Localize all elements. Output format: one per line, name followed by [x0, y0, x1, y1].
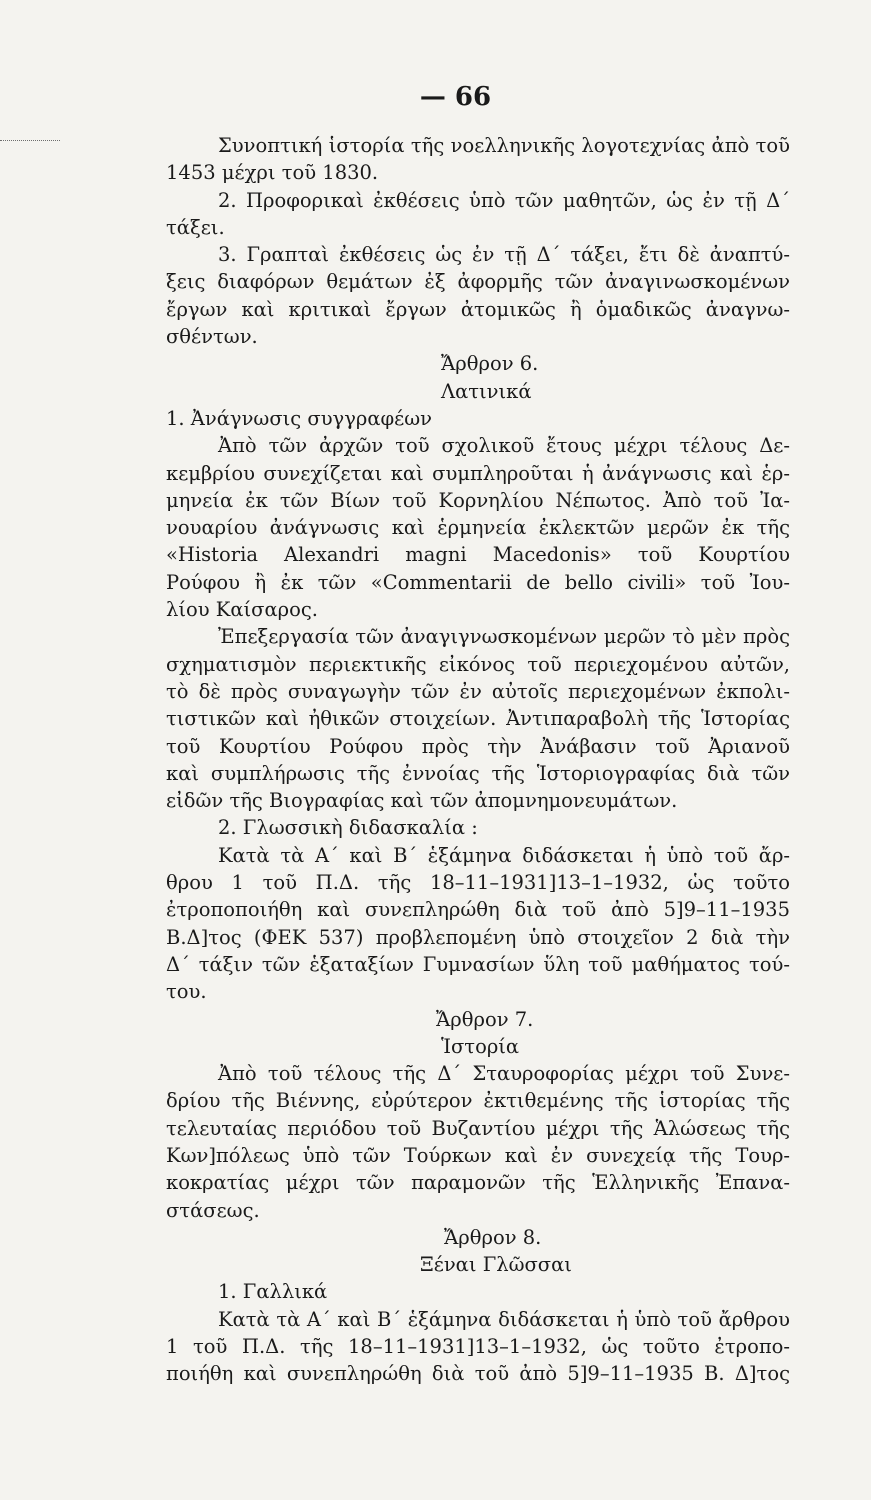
text-line: εἰδῶν τῆς Βιογραφίας καὶ τῶν ἀπομνημονευμάτων.: [166, 789, 678, 813]
text-line: Ἄρθρον 7.: [436, 1007, 534, 1031]
text-line: Ἐπεξεργασία τῶν ἀναγιγνωσκομένων μερῶν τὸ μὲν πρὸς: [218, 625, 790, 649]
page-number: — 66: [419, 82, 492, 112]
text-line: Ἀπὸ τῶν ἀρχῶν τοῦ σχολικοῦ ἔτους μέχρι τέλους Δε-: [218, 434, 790, 458]
text-line: 1. Γαλλικά: [218, 1280, 328, 1304]
text-line: 1. Ἀνάγνωσις συγγραφέων: [166, 406, 433, 430]
text-line: μηνεία ἐκ τῶν Βίων τοῦ Κορνηλίου Νέπωτος. Ἀπὸ τοῦ Ἰα-: [166, 488, 790, 512]
margin-mark: [0, 140, 60, 149]
text-line: κεμβρίου συνεχίζεται καὶ συμπληροῦται ἡ ἀνάγνωσις καὶ ἑρ-: [166, 461, 790, 485]
text-line: Ἄρθρον 6.: [441, 352, 539, 376]
text-line: Κων]πόλεως ὑπὸ τῶν Τούρκων καὶ ἐν συνεχείᾳ τῆς Τουρ-: [166, 1143, 790, 1167]
text-line: θρου 1 τοῦ Π.Δ. τῆς 18–11–1931]13–1–1932, ὡς τοῦτο: [166, 871, 790, 895]
text-line: στάσεως.: [166, 1198, 260, 1222]
text-line: «Historia Alexandri magni Macedonis» τοῦ Κουρτίου: [166, 543, 790, 567]
text-line: Δ΄ τάξιν τῶν ἑξαταξίων Γυμνασίων ὕλη τοῦ μαθήματος τού-: [166, 952, 790, 976]
text-line: ποιήθη καὶ συνεπληρώθη διὰ τοῦ ἀπὸ 5]9–11–1935 Β. Δ]τος: [166, 1362, 790, 1386]
text-line: Λατινικά: [441, 379, 532, 403]
body-text: [166, 132, 790, 1388]
text-line: 1453 μέχρι τοῦ 1830.: [166, 161, 379, 185]
text-line: Ἄρθρον 8.: [444, 1225, 542, 1249]
text-line: λίου Καίσαρος.: [166, 598, 318, 622]
text-line: ἐτροποποιήθη καὶ συνεπληρώθη διὰ τοῦ ἀπὸ 5]9–11–1935: [166, 898, 790, 922]
text-line: δρίου τῆς Βιέννης, εὐρύτερον ἐκτιθεμένης τῆς ἱστορίας τῆς: [166, 1089, 790, 1113]
text-line: Β.Δ]τος (ΦΕΚ 537) προβλεπομένη ὑπὸ στοιχεῖον 2 διὰ τὴν: [166, 925, 790, 949]
text-line: σθέντων.: [166, 325, 258, 349]
text-line: Κατὰ τὰ Α΄ καὶ Β΄ ἑξάμηνα διδάσκεται ἡ ὑπὸ τοῦ ἄρθρου: [218, 1307, 790, 1331]
text-line: 1 τοῦ Π.Δ. τῆς 18–11–1931]13–1–1932, ὡς τοῦτο ἐτροπο-: [166, 1335, 790, 1359]
text-line: καὶ συμπλήρωσις τῆς ἐννοίας τῆς Ἱστοριογραφίας διὰ τῶν: [166, 761, 790, 785]
text-line: τὸ δὲ πρὸς συναγωγὴν τῶν ἐν αὐτοῖς περιεχομένων ἐκπολι-: [166, 679, 790, 703]
text-line: τιστικῶν καὶ ἠθικῶν στοιχείων. Ἀντιπαραβολὴ τῆς Ἱστορίας: [166, 707, 790, 731]
text-line: Ρούφου ἢ ἐκ τῶν «Commentarii de bello civili» τοῦ Ἰου-: [166, 570, 790, 594]
text-line: 3. Γραπταὶ ἐκθέσεις ὡς ἐν τῇ Δ΄ τάξει, ἔτι δὲ ἀναπτύ-: [218, 243, 790, 267]
text-line: του.: [166, 980, 207, 1004]
text-line: ξεις διαφόρων θεμάτων ἐξ ἀφορμῆς τῶν ἀναγινωσκομένων: [166, 270, 790, 294]
text-line: τοῦ Κουρτίου Ρούφου πρὸς τὴν Ἀνάβασιν τοῦ Ἀριανοῦ: [166, 734, 790, 758]
text-line: 2. Γλωσσικὴ διδασκαλία :: [218, 816, 478, 840]
text-line: Ἱστορία: [441, 1034, 520, 1058]
text-line: Κατὰ τὰ Α΄ καὶ Β΄ ἑξάμηνα διδάσκεται ἡ ὑπὸ τοῦ ἄρ-: [218, 843, 790, 867]
text-line: Ξέναι Γλῶσσαι: [420, 1253, 572, 1277]
text-line: νουαρίου ἀνάγνωσις καὶ ἑρμηνεία ἐκλεκτῶν μερῶν ἐκ τῆς: [166, 516, 790, 540]
text-line: 2. Προφορικαὶ ἐκθέσεις ὑπὸ τῶν μαθητῶν, ὡς ἐν τῇ Δ΄: [218, 188, 790, 212]
text-line: τάξει.: [166, 215, 225, 239]
text-line: ἔργων καὶ κριτικαὶ ἔργων ἀτομικῶς ἢ ὁμαδικῶς ἀναγνω-: [166, 297, 790, 321]
text-line: Ἀπὸ τοῦ τέλους τῆς Δ΄ Σταυροφορίας μέχρι τοῦ Συνε-: [218, 1062, 790, 1086]
text-line: κοκρατίας μέχρι τῶν παραμονῶν τῆς Ἑλληνικῆς Ἐπανα-: [166, 1171, 790, 1195]
text-line: τελευταίας περιόδου τοῦ Βυζαντίου μέχρι τῆς Ἁλώσεως τῆς: [166, 1116, 790, 1140]
text-line: σχηματισμὸν περιεκτικῆς εἰκόνος τοῦ περιεχομένου αὐτῶν,: [166, 652, 790, 676]
text-line: Συνοπτική ἱστορία τῆς νοελληνικῆς λογοτεχνίας ἀπὸ τοῦ: [218, 134, 790, 157]
